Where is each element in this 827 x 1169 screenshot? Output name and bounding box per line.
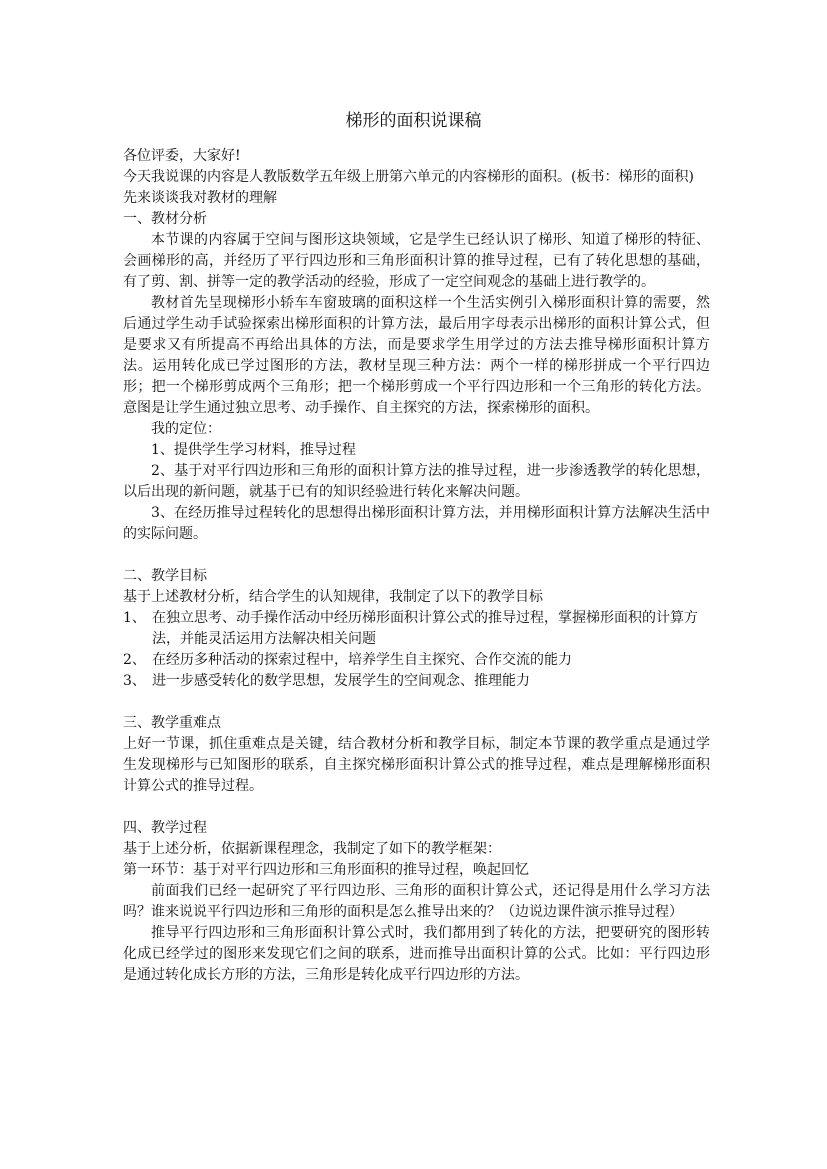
spacer (123, 692, 710, 713)
positioning-item-2: 2、基于对平行四边形和三角形的面积计算方法的推导过程，进一步渗透教学的转化思想，以后出现的新问题，就基于已有的知识经验进行转化来解决问题。 (123, 463, 710, 500)
document-body (123, 146, 710, 986)
intro-paragraph: 今天我说课的内容是人教版数学五年级上册第六单元的内容梯形的面积。(板书：梯形的面积) (123, 169, 694, 185)
positioning-label: 我的定位： (151, 421, 221, 437)
lead-line: 先来谈谈我对教材的理解 (123, 190, 277, 206)
section-2-lead: 基于上述教材分析，结合学生的认知规律，我制定了以下的教学目标 (123, 589, 543, 605)
step-1-heading: 第一环节：基于对平行四边形和三角形面积的推导过程，唤起回忆 (123, 862, 529, 878)
section-4-lead: 基于上述分析，依据新课程理念，我制定了如下的教学框架： (123, 841, 501, 857)
positioning-item-1: 1、提供学生学习材料，推导过程 (151, 442, 356, 458)
section-4-paragraph-2: 推导平行四边形和三角形面积计算公式时，我们都用到了转化的方法，把要研究的图形转化成已经学过的图形来发现它们之间的联系，进而推导出面积计算的公式。比如：平行四边形是通过转化成长方形的方法，三角形是转化成平行四边形的方法。 (123, 925, 710, 983)
spacer (123, 545, 710, 566)
document-title: 梯形的面积说课稿 (345, 111, 482, 131)
goal-number: 3、 (123, 673, 146, 689)
section-1-heading: 一、教材分析 (123, 211, 207, 227)
goal-item-1 (123, 608, 710, 650)
spacer (123, 797, 710, 818)
positioning-item-3: 3、在经历推导过程转化的思想得出梯形面积计算方法，并用梯形面积计算方法解决生活中的实际问题。 (123, 505, 710, 542)
goal-item-2 (123, 650, 710, 671)
goal-item-3 (123, 671, 710, 692)
section-3-paragraph: 上好一节课，抓住重难点是关键，结合教材分析和教学目标，制定本节课的教学重点是通过学生发现梯形与已知图形的联系，自主探究梯形面积计算公式的推导过程，难点是理解梯形面积计算公式的推导过程。 (123, 736, 710, 794)
goal-number: 2、 (123, 652, 146, 668)
goal-text: 在经历多种活动的探索过程中，培养学生自主探究、合作交流的能力 (152, 652, 572, 668)
section-2-heading: 二、教学目标 (123, 568, 207, 584)
section-1-paragraph-2: 教材首先呈现梯形小轿车车窗玻璃的面积这样一个生活实例引入梯形面积计算的需要，然后通过学生动手试验探索出梯形面积的计算方法，最后用字母表示出梯形的面积计算公式，但是要求又有所提高不再给出具体的方法，而是要求学生用学过的方法去推导梯形面积计算方法。运用转化成已学过图形的方法，教材呈现三种方法：两个一样的梯形拼成一个平行四边形；把一个梯形剪成两个三角形；把一个梯形剪成一个平行四边形和一个三角形的转化方法。意图是让学生通过独立思考、动手操作、自主探究的方法，探索梯形的面积。 (123, 295, 710, 416)
goal-text: 在独立思考、动手操作活动中经历梯形面积计算公式的推导过程，掌握梯形面积的计算方法，并能灵活运用方法解决相关问题 (152, 610, 698, 647)
goal-number: 1、 (123, 610, 146, 626)
section-1-paragraph-1: 本节课的内容属于空间与图形这块领域，它是学生已经认识了梯形、知道了梯形的特征、会画梯形的高，并经历了平行四边形和三角形面积计算的推导过程，已有了转化思想的基础，有了剪、割、拼等一定的教学活动的经验，形成了一定空间观念的基础上进行教学的。 (123, 232, 710, 290)
section-3-heading: 三、教学重难点 (123, 715, 221, 731)
goal-text: 进一步感受转化的数学思想，发展学生的空间观念、推理能力 (152, 673, 530, 689)
greeting: 各位评委，大家好! (123, 148, 241, 164)
section-4-heading: 四、教学过程 (123, 820, 207, 836)
section-4-paragraph-1: 前面我们已经一起研究了平行四边形、三角形的面积计算公式，还记得是用什么学习方法吗？谁来说说平行四边形和三角形的面积是怎么推导出来的？（边说边课件演示推导过程） (123, 883, 710, 920)
